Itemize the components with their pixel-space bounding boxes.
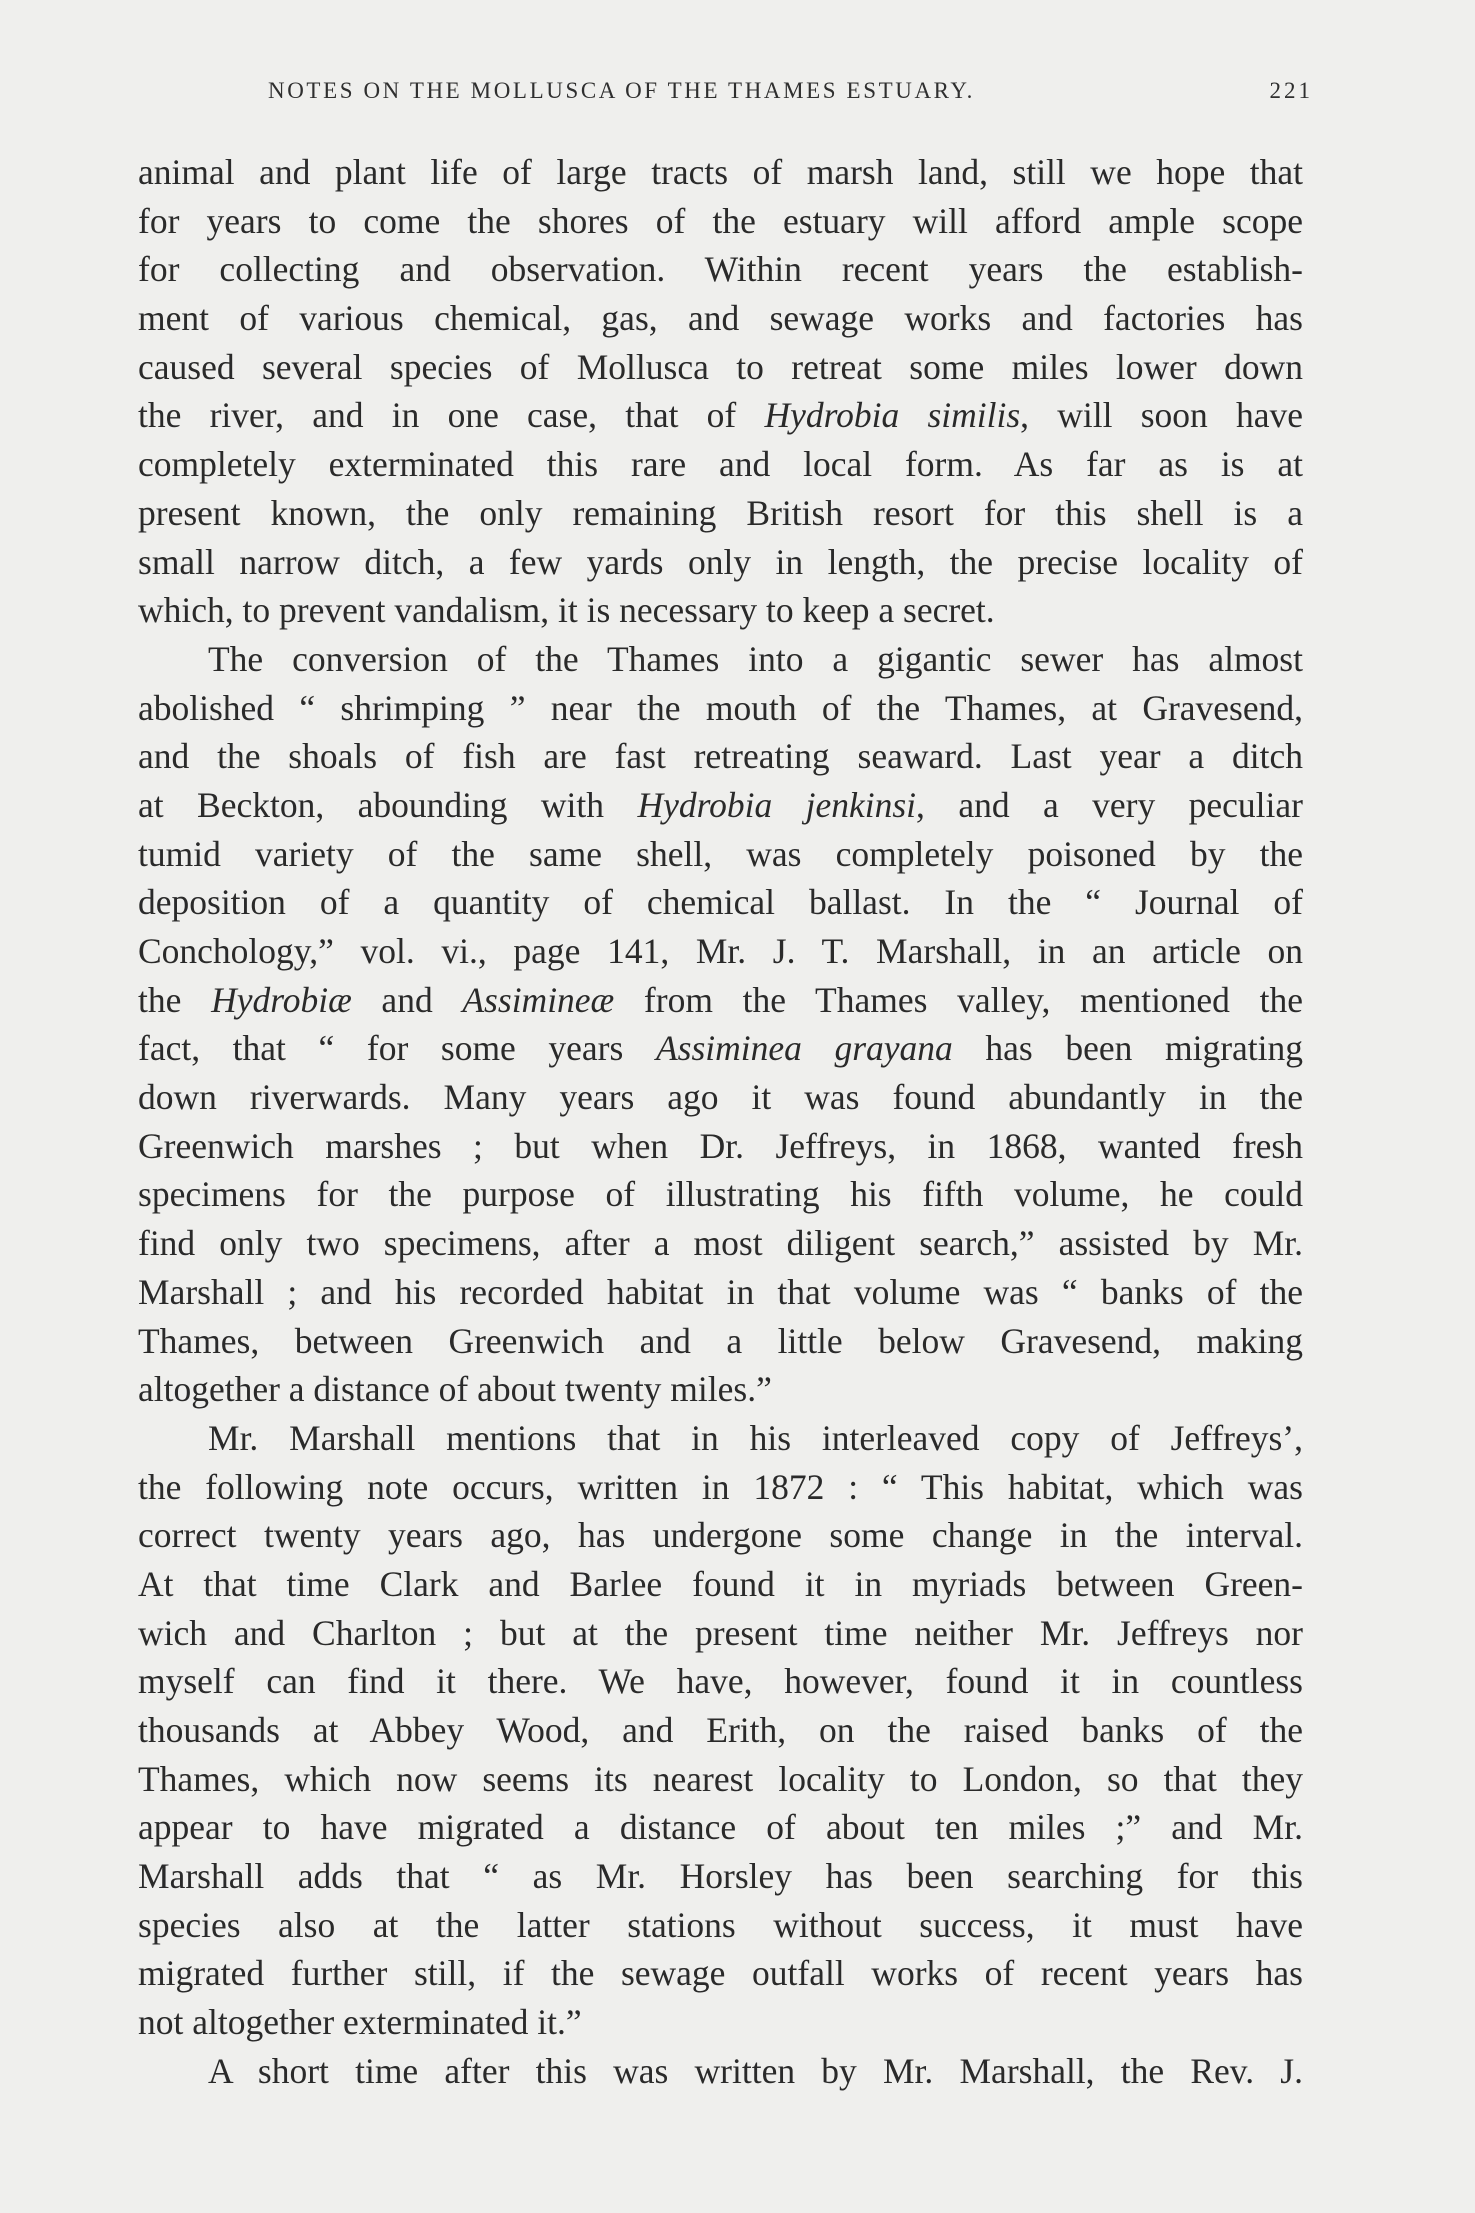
species-name: Hydrobia jenkinsi (637, 784, 917, 825)
text-run: Mr. Marshall mentions that in his interleaved copy of Jeffreys’, (208, 1417, 1303, 1458)
text-run: Marshall adds that “ as Mr. Horsley has been searching for this (138, 1856, 1303, 1897)
text-run: appear to have migrated a distance of about ten miles ;” and Mr. (138, 1807, 1303, 1848)
text-line (138, 976, 1303, 1025)
paragraph-first-line (138, 1414, 1303, 1463)
text-line (138, 1317, 1303, 1366)
text-line (138, 1755, 1303, 1804)
text-run: myself can find it there. We have, however, found it in countless (138, 1661, 1303, 1702)
text-run: for years to come the shores of the estuary will afford ample scope (138, 200, 1303, 241)
text-run: , and a very peculiar (916, 784, 1303, 825)
text-run: the following note occurs, written in 1872 : “ This habitat, which was (138, 1466, 1303, 1507)
text-line (138, 586, 1303, 635)
page-number: 221 (1269, 78, 1313, 103)
text-line (138, 1268, 1303, 1317)
text-line (138, 927, 1303, 976)
text-line (138, 1657, 1303, 1706)
text-run: has been migrating (952, 1028, 1303, 1069)
text-line (138, 391, 1303, 440)
text-line (138, 1024, 1303, 1073)
text-run: correct twenty years ago, has undergone some change in the interval. (138, 1515, 1303, 1556)
text-line (138, 1463, 1303, 1512)
text-line (138, 1365, 1303, 1414)
text-run: Greenwich marshes ; but when Dr. Jeffreys, in 1868, wanted fresh (138, 1125, 1303, 1166)
species-name: Assimineæ (462, 979, 615, 1020)
text-run: species also at the latter stations without success, it must have (138, 1904, 1303, 1945)
text-run: from the Thames valley, mentioned the (614, 979, 1303, 1020)
text-line (138, 1901, 1303, 1950)
text-line (138, 538, 1303, 587)
text-line (138, 1803, 1303, 1852)
text-line (138, 732, 1303, 781)
text-run: deposition of a quantity of chemical ballast. In the “ Journal of (138, 882, 1303, 923)
text-run: At that time Clark and Barlee found it in myriads between Green- (138, 1563, 1303, 1604)
running-head-title: NOTES ON THE MOLLUSCA OF THE THAMES ESTUARY. (268, 78, 975, 103)
text-run: present known, the only remaining British resort for this shell is a (138, 492, 1303, 533)
text-line (138, 1511, 1303, 1560)
text-run: and (351, 979, 463, 1020)
text-run: abolished “ shrimping ” near the mouth of the Thames, at Gravesend, (138, 687, 1303, 728)
paragraph-first-line (138, 635, 1303, 684)
text-run: at Beckton, abounding with (138, 784, 638, 825)
text-line (138, 684, 1303, 733)
text-line (138, 440, 1303, 489)
text-line (138, 245, 1303, 294)
text-run: find only two specimens, after a most diligent search,” assisted by Mr. (138, 1223, 1303, 1264)
text-line (138, 830, 1303, 879)
text-run: and the shoals of fish are fast retreating seaward. Last year a ditch (138, 736, 1303, 777)
text-run: specimens for the purpose of illustrating his fifth volume, he could (138, 1174, 1303, 1215)
text-run: Conchology,” vol. vi., page 141, Mr. J. T. Marshall, in an article on (138, 931, 1303, 971)
text-line (138, 781, 1303, 830)
text-run: thousands at Abbey Wood, and Erith, on the raised banks of the (138, 1710, 1303, 1750)
text-line (138, 1073, 1303, 1122)
text-line (138, 1706, 1303, 1755)
species-name: Hydrobiæ (211, 979, 352, 1020)
text-line (138, 1998, 1303, 2047)
species-name: Hydrobia similis (764, 395, 1021, 436)
text-line (138, 1560, 1303, 1609)
text-run: not altogether exterminated it.” (138, 2002, 582, 2043)
text-run: animal and plant life of large tracts of marsh land, still we hope that (138, 152, 1303, 192)
body-text (138, 148, 1303, 2096)
text-line (138, 1852, 1303, 1901)
text-run: completely exterminated this rare and local form. As far as is at (138, 444, 1303, 485)
text-run: which, to prevent vandalism, it is necessary to keep a secret. (138, 590, 995, 631)
text-line (138, 878, 1303, 927)
text-line (138, 1219, 1303, 1268)
text-run: Thames, which now seems its nearest locality to London, so that they (138, 1758, 1303, 1799)
text-run: wich and Charlton ; but at the present time neither Mr. Jeffreys nor (138, 1612, 1303, 1653)
text-run: altogether a distance of about twenty miles.” (138, 1369, 772, 1410)
text-run: The conversion of the Thames into a gigantic sewer has almost (208, 638, 1303, 679)
text-run: A short time after this was written by Mr. Marshall, the Rev. J. (208, 2050, 1303, 2091)
text-run: the (138, 979, 212, 1020)
running-head (268, 78, 1313, 114)
text-run: caused several species of Mollusca to retreat some miles lower down (138, 346, 1303, 387)
text-run: small narrow ditch, a few yards only in length, the precise locality of (138, 541, 1303, 582)
text-line (138, 1609, 1303, 1658)
text-line (138, 197, 1303, 246)
text-line (138, 1122, 1303, 1171)
text-line (138, 489, 1303, 538)
text-run: fact, that “ for some years (138, 1028, 656, 1069)
text-run: Marshall ; and his recorded habitat in that volume was “ banks of the (138, 1271, 1303, 1312)
text-run: for collecting and observation. Within recent years the establish- (138, 249, 1303, 290)
text-run: , will soon have (1020, 395, 1303, 436)
text-line (138, 343, 1303, 392)
text-run: ment of various chemical, gas, and sewage works and factories has (138, 298, 1303, 339)
text-run: tumid variety of the same shell, was completely poisoned by the (138, 833, 1303, 874)
species-name: Assiminea grayana (655, 1028, 953, 1069)
text-run: down riverwards. Many years ago it was found abundantly in the (138, 1077, 1303, 1118)
text-line (138, 294, 1303, 343)
text-line (138, 1949, 1303, 1998)
paragraph-first-line (138, 2047, 1303, 2096)
text-line (138, 1170, 1303, 1219)
text-run: Thames, between Greenwich and a little below Gravesend, making (138, 1320, 1303, 1361)
text-line (138, 148, 1303, 197)
text-run: migrated further still, if the sewage outfall works of recent years has (138, 1953, 1303, 1994)
text-run: the river, and in one case, that of (138, 395, 765, 436)
